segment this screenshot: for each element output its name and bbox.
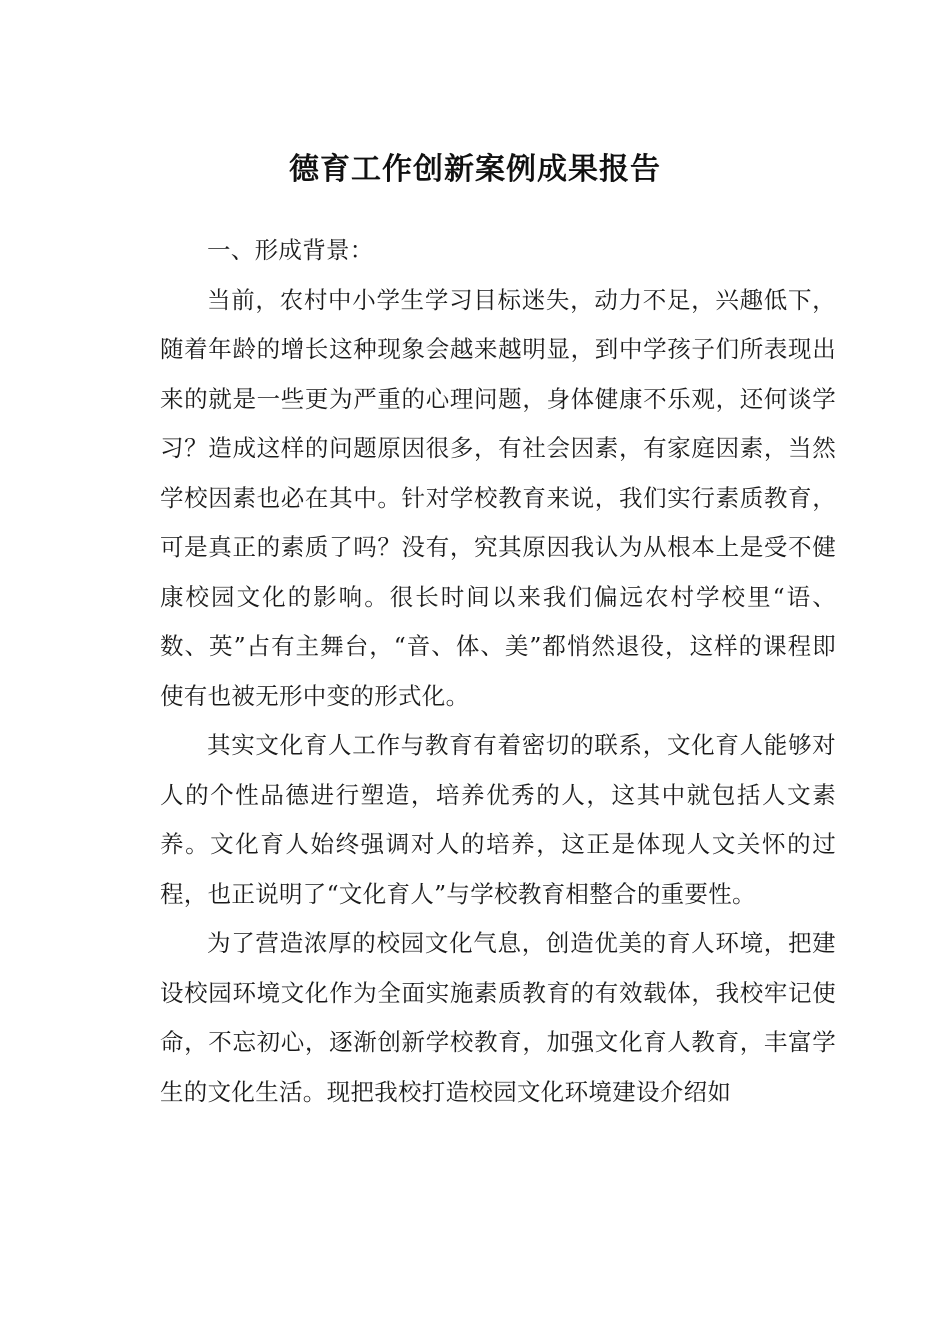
section-heading: 一、形成背景：	[207, 236, 374, 264]
paragraph-culture-education: 其实文化育人工作与教育有着密切的联系，文化育人能够对人的个性品德进行塑造，培养优秀的人，这其中就包括人文素养。文化育人始终强调对人的培养，这正是体现人文关怀的过程，也正说明了“文化育人”与学校教育相整合的重要性。	[160, 731, 836, 908]
paragraph-background: 当前，农村中小学生学习目标迷失，动力不足，兴趣低下，随着年龄的增长这种现象会越来越明显，到中学孩子们所表现出来的就是一些更为严重的心理问题，身体健康不乐观，还何谈学习？造成这样的问题原因很多，有社会因素，有家庭因素，当然学校因素也必在其中。针对学校教育来说，我们实行素质教育，可是真正的素质了吗？没有，究其原因我认为从根本上是受不健康校园文化的影响。很长时间以来我们偏远农村学校里“语、数、英”占有主舞台，“音、体、美”都悄然退役，这样的课程即使有也被无形中变的形式化。	[160, 285, 836, 710]
document-body	[160, 226, 836, 1117]
document-title: 德育工作创新案例成果报告	[289, 152, 661, 187]
paragraph-campus-environment: 为了营造浓厚的校园文化气息，创造优美的育人环境，把建设校园环境文化作为全面实施素质教育的有效载体，我校牢记使命，不忘初心，逐渐创新学校教育，加强文化育人教育，丰富学生的文化生活。现把我校打造校园文化环境建设介绍如	[160, 929, 836, 1106]
